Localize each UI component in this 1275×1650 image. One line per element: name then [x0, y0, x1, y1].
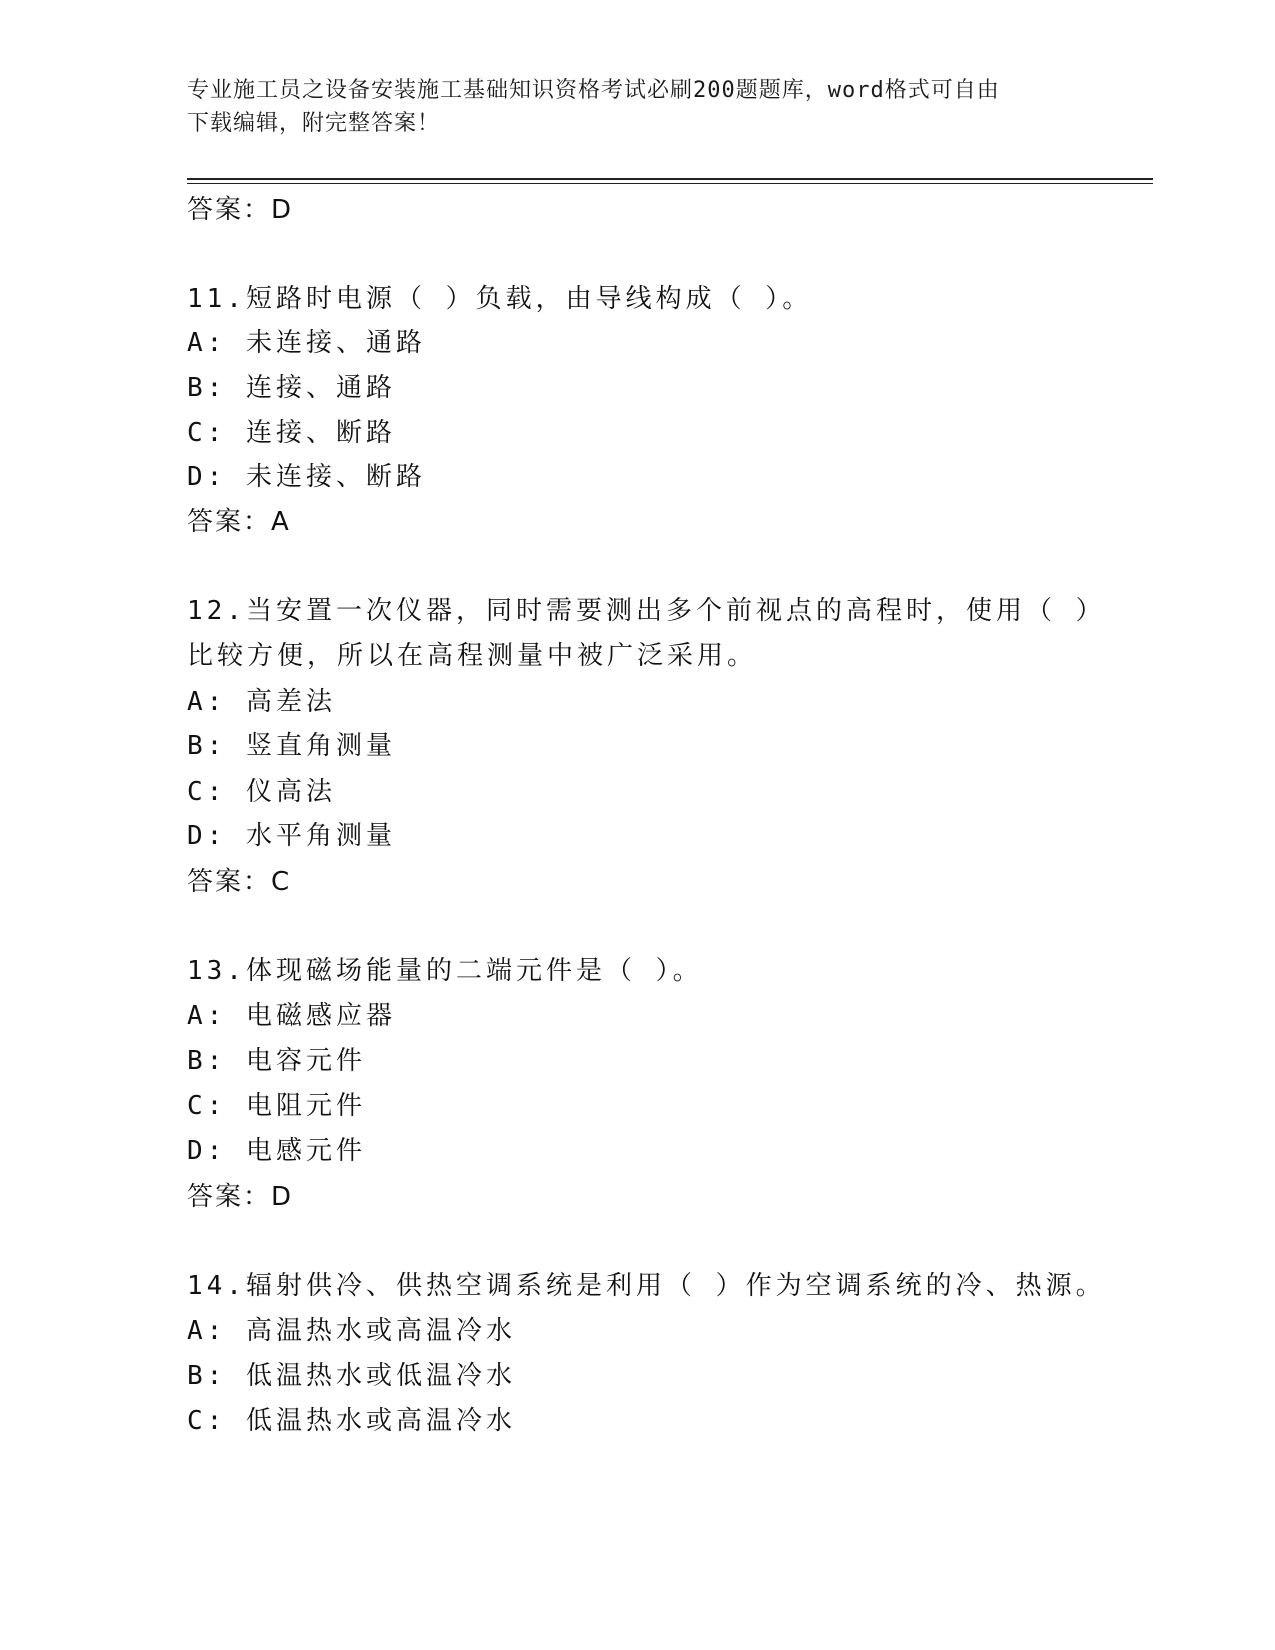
question-14-stem: 14.辐射供冷、供热空调系统是利用（ ）作为空调系统的冷、热源。	[187, 1271, 1106, 1301]
previous-answer: 答案：D	[187, 195, 294, 225]
question-14-option-b: B: 低温热水或低温冷水	[187, 1361, 516, 1391]
question-11-option-b: B: 连接、通路	[187, 373, 396, 403]
question-12-option-c: C: 仪高法	[187, 777, 336, 807]
document-header	[187, 74, 1087, 140]
question-13-stem: 13.体现磁场能量的二端元件是（ ）。	[187, 956, 703, 986]
question-12-stem-line-1: 12.当安置一次仪器，同时需要测出多个前视点的高程时，使用（ ）	[187, 596, 1106, 626]
header-line-1: 专业施工员之设备安装施工基础知识资格考试必刷200题题库，word格式可自由	[187, 78, 1000, 103]
question-14-option-c: C: 低温热水或高温冷水	[187, 1406, 516, 1436]
question-11-option-d: D: 未连接、断路	[187, 462, 426, 492]
question-12-option-b: B: 竖直角测量	[187, 731, 396, 761]
header-divider-thin	[187, 183, 1153, 184]
question-13-option-a: A: 电磁感应器	[187, 1001, 396, 1031]
question-12-answer: 答案：C	[187, 867, 292, 897]
question-11-option-a: A: 未连接、通路	[187, 328, 426, 358]
question-12-stem-line-2: 比较方便，所以在高程测量中被广泛采用。	[187, 641, 758, 671]
question-11-option-c: C: 连接、断路	[187, 418, 396, 448]
header-divider-thick	[187, 178, 1153, 180]
question-11-answer: 答案：A	[187, 507, 291, 537]
header-line-2: 下载编辑，附完整答案！	[187, 111, 441, 136]
question-12-option-a: A: 高差法	[187, 687, 336, 717]
question-13-answer: 答案：D	[187, 1182, 294, 1212]
question-13-option-d: D: 电感元件	[187, 1136, 366, 1166]
question-13-option-c: C: 电阻元件	[187, 1091, 366, 1121]
question-13-option-b: B: 电容元件	[187, 1046, 366, 1076]
question-12-option-d: D: 水平角测量	[187, 821, 396, 851]
question-14-option-a: A: 高温热水或高温冷水	[187, 1316, 516, 1346]
question-11-stem: 11.短路时电源（ ）负载，由导线构成（ ）。	[187, 284, 813, 314]
